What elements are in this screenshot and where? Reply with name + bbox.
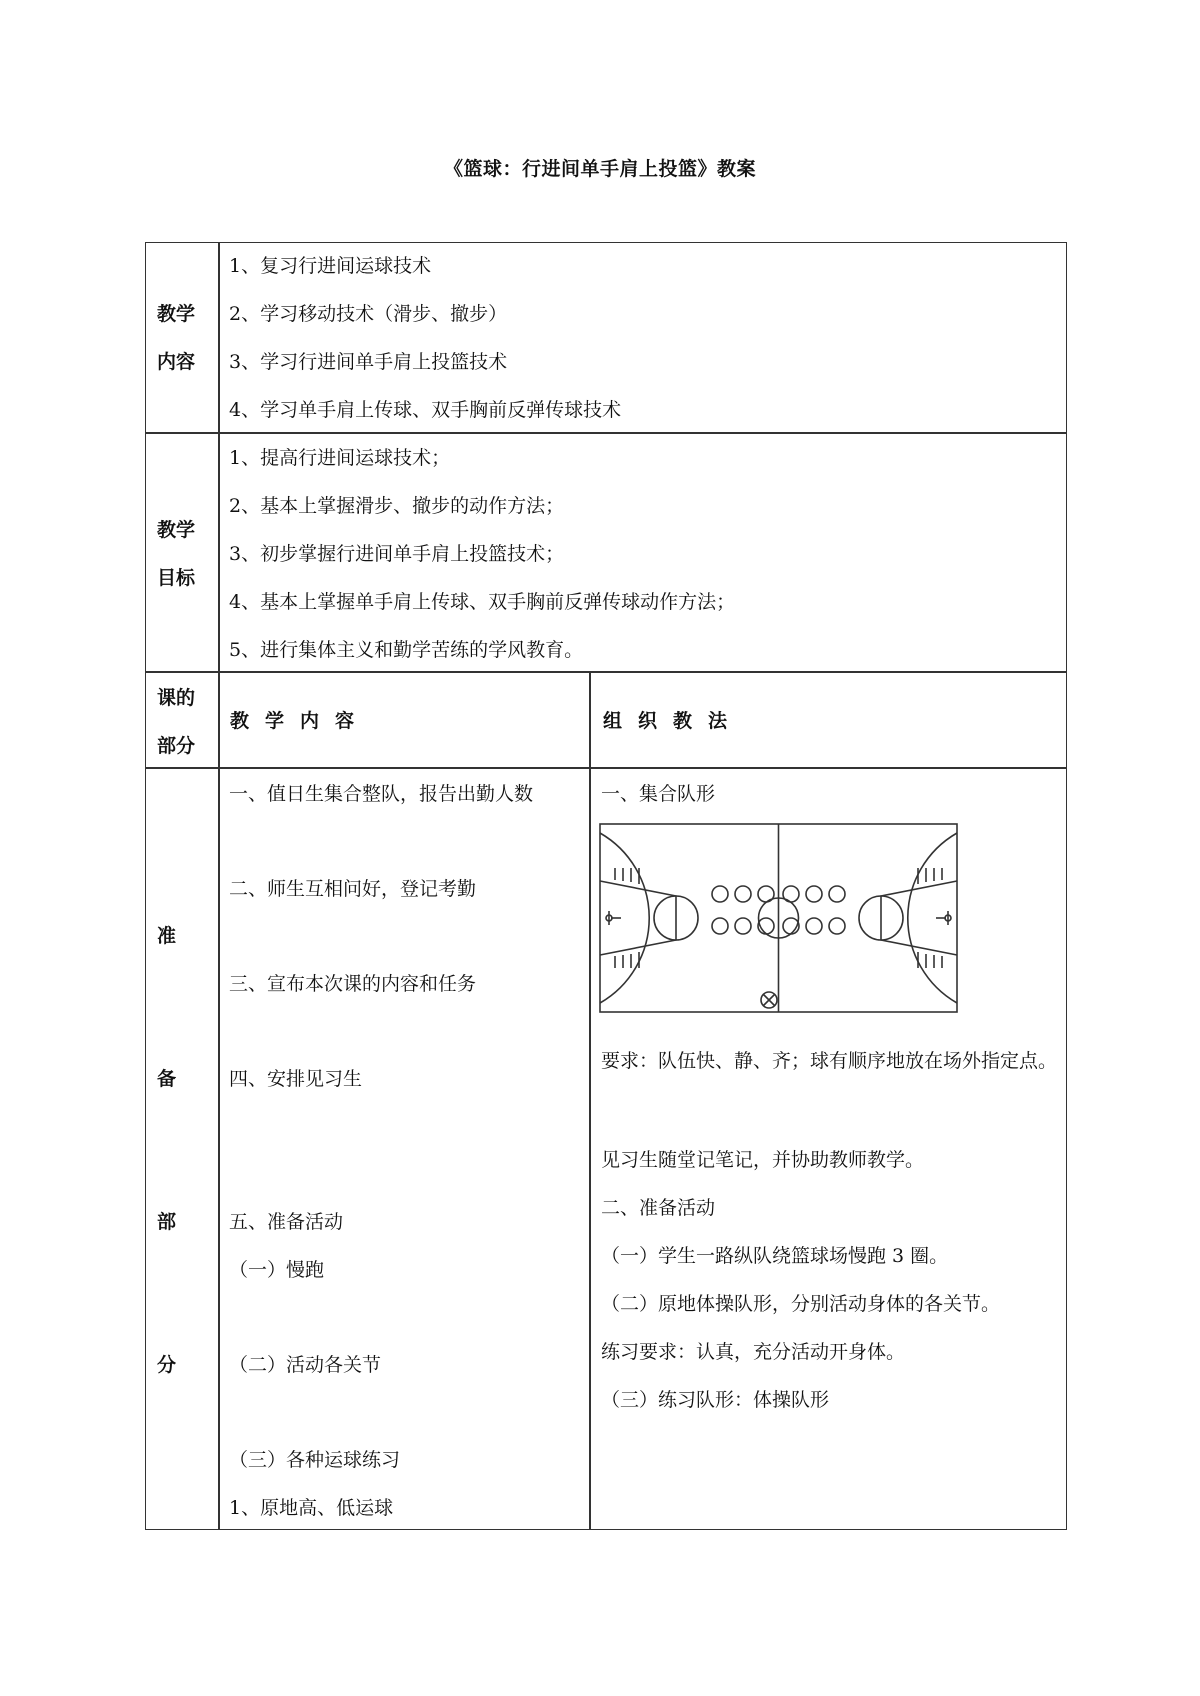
- practice-requirement: 练习要求：认真，充分活动开身体。: [601, 1341, 906, 1363]
- label-column-divider: [218, 242, 220, 1530]
- student-circle: [735, 886, 751, 902]
- formation-requirement: 要求：队伍快、静、齐；球有顺序地放在场外指定点。: [601, 1050, 1058, 1072]
- prep-content-item-4: 四、安排见习生: [229, 1068, 363, 1090]
- warmup-item-2: （二）原地体操队形，分别活动身体的各关节。: [601, 1293, 1001, 1315]
- student-circle: [712, 886, 728, 902]
- teaching-content-item-4: 4、学习单手肩上传球、双手胸前反弹传球技术: [229, 399, 622, 421]
- student-circle: [829, 918, 845, 934]
- prep-content-item-7: （二）活动各关节: [229, 1354, 382, 1376]
- basketball-court-diagram: [599, 823, 961, 1021]
- basketball-court: [599, 823, 961, 1017]
- teaching-goal-item-2: 2、基本上掌握滑步、撤步的动作方法；: [229, 495, 565, 517]
- formation-title: 一、集合队形: [601, 783, 716, 805]
- preparation-part-char-4: 分: [157, 1354, 177, 1376]
- teaching-goals-label-2: 目标: [157, 567, 196, 589]
- student-circle: [783, 886, 799, 902]
- preparation-part-char-2: 备: [157, 1068, 177, 1090]
- row-divider-content-goals: [145, 432, 1067, 434]
- prep-content-item-3: 三、宣布本次课的内容和任务: [229, 973, 477, 995]
- observer-note: 见习生随堂记笔记，并协助教师教学。: [601, 1149, 925, 1171]
- teaching-method-header: 组织教法: [603, 710, 744, 732]
- prep-content-item-1: 一、值日生集合整队，报告出勤人数: [229, 783, 534, 805]
- document-title: 《篮球：行进间单手肩上投篮》教案: [443, 158, 756, 180]
- teaching-goal-item-4: 4、基本上掌握单手肩上传球、双手胸前反弹传球动作方法；: [229, 591, 736, 613]
- teaching-content-label-2: 内容: [157, 351, 196, 373]
- warmup-title: 二、准备活动: [601, 1197, 716, 1219]
- teaching-content-header: 教学内容: [230, 710, 371, 732]
- lesson-part-label-2: 部分: [157, 735, 196, 757]
- prep-content-item-6: （一）慢跑: [229, 1259, 325, 1281]
- teaching-goal-item-1: 1、提高行进间运球技术；: [229, 447, 451, 469]
- student-circle: [735, 918, 751, 934]
- student-circle: [758, 886, 774, 902]
- right-three-point-arc: [908, 833, 957, 1003]
- teaching-content-label-1: 教学: [157, 303, 196, 325]
- left-three-point-arc: [600, 833, 649, 1003]
- teaching-goal-item-3: 3、初步掌握行进间单手肩上投篮技术；: [229, 543, 565, 565]
- warmup-item-1: （一）学生一路纵队绕篮球场慢跑 3 圈。: [601, 1245, 949, 1267]
- student-circle: [806, 886, 822, 902]
- preparation-part-char-3: 部: [157, 1211, 177, 1233]
- teaching-goals-label-1: 教学: [157, 519, 196, 541]
- prep-content-item-9: 1、原地高、低运球: [229, 1497, 394, 1519]
- student-circle: [712, 918, 728, 934]
- prep-content-item-5: 五、准备活动: [229, 1211, 344, 1233]
- row-divider-goals-header: [145, 671, 1067, 673]
- prep-content-item-2: 二、师生互相问好，登记考勤: [229, 878, 477, 900]
- content-method-divider: [589, 671, 591, 1530]
- prep-content-item-8: （三）各种运球练习: [229, 1449, 401, 1471]
- warmup-item-3: （三）练习队形：体操队形: [601, 1389, 830, 1411]
- student-circle: [829, 886, 845, 902]
- row-divider-header-preparation: [145, 767, 1067, 769]
- teaching-content-item-3: 3、学习行进间单手肩上投篮技术: [229, 351, 508, 373]
- teaching-goal-item-5: 5、进行集体主义和勤学苦练的学风教育。: [229, 639, 584, 661]
- teacher-marker-icon: [761, 992, 777, 1008]
- lesson-part-label-1: 课的: [157, 687, 196, 709]
- student-circle: [806, 918, 822, 934]
- teaching-content-item-1: 1、复习行进间运球技术: [229, 255, 432, 277]
- preparation-part-char-1: 准: [157, 925, 177, 947]
- teaching-content-item-2: 2、学习移动技术（滑步、撤步）: [229, 303, 508, 325]
